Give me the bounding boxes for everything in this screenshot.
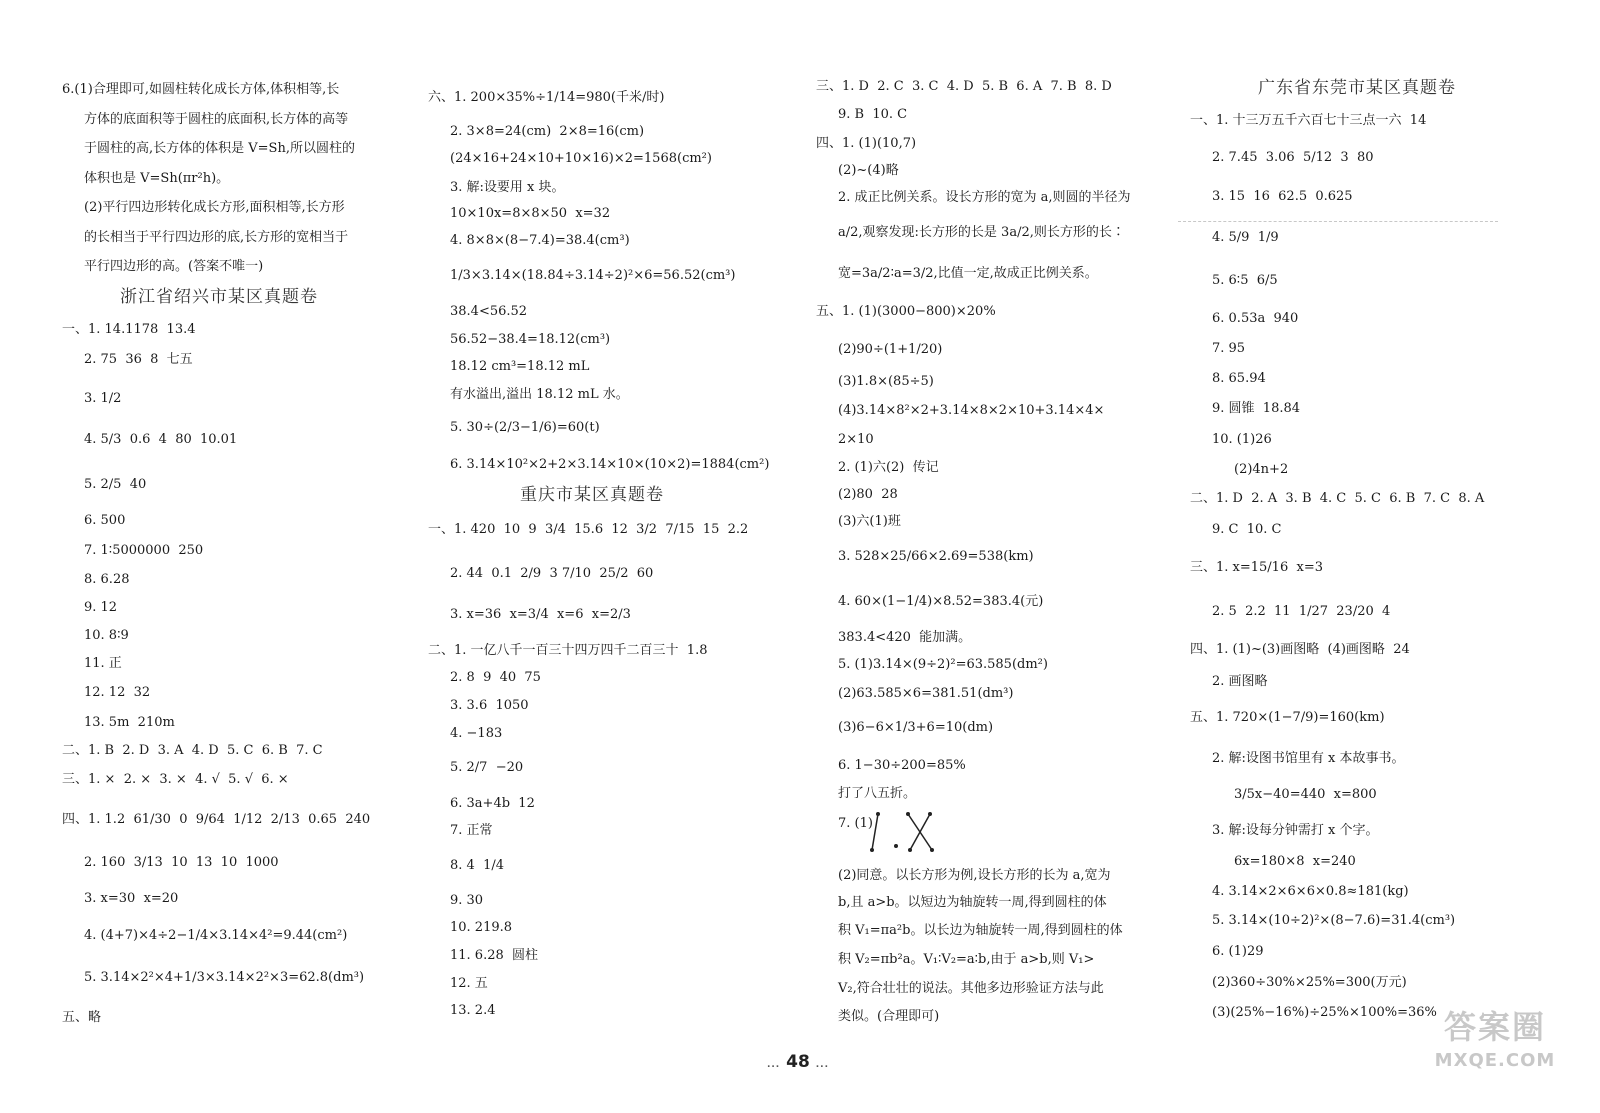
section-title: 浙江省绍兴市某区真题卷 bbox=[120, 287, 318, 307]
text-line: 7. 1∶5000000 250 bbox=[84, 543, 204, 558]
text-line: 一、1. 14.1178 13.4 bbox=[62, 322, 196, 337]
text-line: 4. 60×(1−1/4)×8.52=383.4(元) bbox=[838, 594, 1044, 609]
text-line: 三、1. × 2. × 3. × 4. √ 5. √ 6. × bbox=[62, 772, 289, 787]
text-line: 12. 12 32 bbox=[84, 685, 151, 700]
figure-point bbox=[930, 848, 934, 852]
text-line: 12. 五 bbox=[450, 976, 488, 991]
text-line: (2)4n+2 bbox=[1234, 462, 1289, 477]
page-number-text: 48 bbox=[786, 1052, 810, 1072]
text-line: 二、1. 一亿八千一百三十四万四千二百三十 1.8 bbox=[428, 643, 708, 658]
figure-point bbox=[894, 844, 898, 848]
text-line: 4. 8×8×(8−7.4)=38.4(cm³) bbox=[450, 233, 630, 248]
text-line: 二、1. B 2. D 3. A 4. D 5. C 6. B 7. C bbox=[62, 743, 323, 758]
text-line: (2)63.585×6=381.51(dm³) bbox=[838, 686, 1014, 701]
text-line: 18.12 cm³=18.12 mL bbox=[450, 359, 590, 374]
text-line: 13. 2.4 bbox=[450, 1003, 496, 1018]
text-line: (4)3.14×8²×2+3.14×8×2×10+3.14×4× bbox=[838, 403, 1105, 418]
text-line: (2)平行四边形转化成长方形,面积相等,长方形 bbox=[84, 200, 345, 215]
text-line: 二、1. D 2. A 3. B 4. C 5. C 6. B 7. C 8. A bbox=[1190, 491, 1485, 506]
text-line: (3)6−6×1/3+6=10(dm) bbox=[838, 720, 994, 735]
watermark bbox=[1410, 1005, 1580, 1105]
text-line: 四、1. (1)~(3)画图略 (4)画图略 24 bbox=[1190, 642, 1410, 657]
text-line: 打了八五折。 bbox=[838, 786, 917, 801]
text-line: 3. 1/2 bbox=[84, 391, 122, 406]
text-line: 9. B 10. C bbox=[838, 107, 908, 122]
section-divider bbox=[1178, 221, 1498, 222]
text-line: 2. 5 2.2 11 1/27 23/20 4 bbox=[1212, 604, 1391, 619]
text-line: 9. 30 bbox=[450, 893, 484, 908]
figure-line-3 bbox=[910, 814, 930, 850]
text-line: 有水溢出,溢出 18.12 mL 水。 bbox=[450, 387, 629, 402]
text-line: 6.(1)合理即可,如圆柱转化成长方体,体积相等,长 bbox=[62, 82, 340, 97]
text-line: 10. 219.8 bbox=[450, 920, 513, 935]
text-line: 6. 1−30÷200=85% bbox=[838, 758, 966, 773]
text-line: 2. 8 9 40 75 bbox=[450, 670, 541, 685]
text-line: 五、略 bbox=[62, 1010, 102, 1025]
text-line: 5. 3.14×(10÷2)²×(8−7.6)=31.4(cm³) bbox=[1212, 913, 1456, 928]
text-line: 五、1. 720×(1−7/9)=160(km) bbox=[1190, 710, 1385, 725]
text-line: (3)六(1)班 bbox=[838, 514, 901, 529]
text-line: 2. 160 3/13 10 13 10 1000 bbox=[84, 855, 279, 870]
text-line: 6. 500 bbox=[84, 513, 126, 528]
text-line: 4. (4+7)×4÷2−1/4×3.14×4²=9.44(cm²) bbox=[84, 928, 348, 943]
text-line: 9. 12 bbox=[84, 600, 118, 615]
text-line: 7. (1) bbox=[838, 816, 873, 831]
text-line: 7. 正常 bbox=[450, 823, 493, 838]
text-line: (2)360÷30%×25%=300(万元) bbox=[1212, 975, 1407, 990]
text-line: 7. 95 bbox=[1212, 341, 1246, 356]
text-line: 9. 圆锥 18.84 bbox=[1212, 401, 1301, 416]
text-line: (2)~(4)略 bbox=[838, 163, 899, 178]
text-line: a/2,观察发现:长方形的长是 3a/2,则长方形的长∶ bbox=[838, 225, 1125, 240]
figure-point bbox=[908, 848, 912, 852]
text-line: 2. 成正比例关系。设长方形的宽为 a,则圆的半径为 bbox=[838, 190, 1131, 205]
text-line: 6. 3a+4b 12 bbox=[450, 796, 535, 811]
text-line: 六、1. 200×35%÷1/14=980(千米/时) bbox=[428, 90, 665, 105]
watermark-main: 答案圈 bbox=[1443, 1008, 1546, 1046]
text-line: V₂,符合壮壮的说法。其他多边形验证方法与此 bbox=[838, 981, 1104, 996]
text-line: 2. 解:设图书馆里有 x 本故事书。 bbox=[1212, 751, 1405, 766]
text-line: 4. −183 bbox=[450, 726, 503, 741]
text-line: (24×16+24×10+10×16)×2=1568(cm²) bbox=[450, 151, 712, 166]
text-line: 3. 528×25/66×2.69=538(km) bbox=[838, 549, 1034, 564]
watermark-sub: MXQE.COM bbox=[1434, 1050, 1556, 1071]
page-number bbox=[738, 1052, 858, 1072]
text-line: (3)(25%−16%)÷25%×100%=36% bbox=[1212, 1005, 1437, 1020]
text-line: 2×10 bbox=[838, 432, 874, 447]
text-line: 5. (1)3.14×(9÷2)²=63.585(dm²) bbox=[838, 657, 1048, 672]
text-line: 13. 5m 210m bbox=[84, 715, 175, 730]
text-line: 6. (1)29 bbox=[1212, 944, 1264, 959]
text-line: 5. 30÷(2/3−1/6)=60(t) bbox=[450, 420, 600, 435]
line-figure bbox=[860, 808, 950, 856]
text-line: 3. 解:设每分钟需打 x 个字。 bbox=[1212, 823, 1379, 838]
text-line: 3/5x−40=440 x=800 bbox=[1234, 787, 1377, 802]
figure-point bbox=[906, 812, 910, 816]
text-line: 10. (1)26 bbox=[1212, 432, 1272, 447]
text-line: 4. 5/9 1/9 bbox=[1212, 230, 1279, 245]
answer-column-4 bbox=[1190, 0, 1490, 1113]
text-line: 4. 3.14×2×6×6×0.8≈181(kg) bbox=[1212, 884, 1409, 899]
text-line: 一、1. 十三万五千六百七十三点一六 14 bbox=[1190, 113, 1427, 128]
text-line: 四、1. 1.2 61/30 0 9/64 1/12 2/13 0.65 240 bbox=[62, 812, 371, 827]
figure-point bbox=[928, 812, 932, 816]
text-line: 3. 15 16 62.5 0.625 bbox=[1212, 189, 1353, 204]
text-line: 5. 6∶5 6/5 bbox=[1212, 273, 1278, 288]
text-line: 11. 正 bbox=[84, 656, 122, 671]
text-line: 6. 3.14×10²×2+2×3.14×10×(10×2)=1884(cm²) bbox=[450, 457, 770, 472]
figure-point bbox=[870, 848, 874, 852]
text-line: b,且 a>b。以短边为轴旋转一周,得到圆柱的体 bbox=[838, 895, 1107, 910]
text-line: 3. x=30 x=20 bbox=[84, 891, 179, 906]
figure-point bbox=[876, 812, 880, 816]
text-line: 10. 8∶9 bbox=[84, 628, 129, 643]
text-line: 38.4<56.52 bbox=[450, 304, 528, 319]
text-line: 体积也是 V=Sh(πr²h)。 bbox=[84, 171, 230, 186]
text-line: 积 V₁=πa²b。以长边为轴旋转一周,得到圆柱的体 bbox=[838, 923, 1123, 938]
text-line: 1/3×3.14×(18.84÷3.14÷2)²×6=56.52(cm³) bbox=[450, 268, 736, 283]
text-line: 方体的底面积等于圆柱的底面积,长方体的高等 bbox=[84, 112, 349, 127]
text-line: 2. 44 0.1 2/9 3 7/10 25/2 60 bbox=[450, 566, 654, 581]
answer-column-1 bbox=[62, 0, 402, 1113]
text-line: 2. 画图略 bbox=[1212, 674, 1268, 689]
answer-column-3 bbox=[816, 0, 1171, 1113]
text-line: 10×10x=8×8×50 x=32 bbox=[450, 206, 611, 221]
text-line: 五、1. (1)(3000−800)×20% bbox=[816, 304, 996, 319]
text-line: 3. 3.6 1050 bbox=[450, 698, 529, 713]
text-line: 5. 2/7 −20 bbox=[450, 760, 524, 775]
text-line: 8. 4 1/4 bbox=[450, 858, 504, 873]
figure-line-1 bbox=[872, 814, 878, 850]
text-line: 56.52−38.4=18.12(cm³) bbox=[450, 332, 611, 347]
text-line: 6x=180×8 x=240 bbox=[1234, 854, 1356, 869]
text-line: 平行四边形的高。(答案不唯一) bbox=[84, 259, 264, 274]
text-line: (2)同意。以长方形为例,设长方形的长为 a,宽为 bbox=[838, 868, 1111, 883]
text-line: 宽=3a/2∶a=3/2,比值一定,故成正比例关系。 bbox=[838, 266, 1098, 281]
text-line: 三、1. x=15/16 x=3 bbox=[1190, 560, 1323, 575]
text-line: 5. 3.14×2²×4+1/3×3.14×2²×3=62.8(dm³) bbox=[84, 970, 365, 985]
text-line: (2)80 28 bbox=[838, 487, 898, 502]
text-line: 11. 6.28 圆柱 bbox=[450, 948, 539, 963]
text-line: 一、1. 420 10 9 3/4 15.6 12 3/2 7/15 15 2.2 bbox=[428, 522, 749, 537]
text-line: 8. 6.28 bbox=[84, 572, 130, 587]
text-line: 5. 2/5 40 bbox=[84, 477, 147, 492]
text-line: 6. 0.53a 940 bbox=[1212, 311, 1299, 326]
page-ornament-left: ... bbox=[766, 1060, 781, 1070]
text-line: 类似。(合理即可) bbox=[838, 1009, 940, 1024]
text-line: 四、1. (1)(10,7) bbox=[816, 136, 917, 151]
text-line: 积 V₂=πb²a。V₁∶V₂=a∶b,由于 a>b,则 V₁> bbox=[838, 952, 1095, 967]
answer-column-2 bbox=[428, 0, 783, 1113]
text-line: 2. (1)六(2) 传记 bbox=[838, 460, 939, 475]
text-line: 4. 5/3 0.6 4 80 10.01 bbox=[84, 432, 238, 447]
text-line: (2)90÷(1+1/20) bbox=[838, 342, 943, 357]
text-line: 于圆柱的高,长方体的体积是 V=Sh,所以圆柱的 bbox=[84, 141, 355, 156]
text-line: 三、1. D 2. C 3. C 4. D 5. B 6. A 7. B 8. D bbox=[816, 79, 1112, 94]
text-line: 2. 3×8=24(cm) 2×8=16(cm) bbox=[450, 124, 645, 139]
text-line: 的长相当于平行四边形的底,长方形的宽相当于 bbox=[84, 230, 349, 245]
text-line: 9. C 10. C bbox=[1212, 522, 1282, 537]
text-line: (3)1.8×(85÷5) bbox=[838, 374, 934, 389]
text-line: 383.4<420 能加满。 bbox=[838, 630, 972, 645]
page-ornament-right: ... bbox=[815, 1060, 830, 1070]
text-line: 3. x=36 x=3/4 x=6 x=2/3 bbox=[450, 607, 631, 622]
text-line: 2. 7.45 3.06 5/12 3 80 bbox=[1212, 150, 1374, 165]
text-line: 2. 75 36 8 七五 bbox=[84, 352, 193, 367]
text-line: 3. 解:设要用 x 块。 bbox=[450, 180, 565, 195]
section-title: 广东省东莞市某区真题卷 bbox=[1258, 78, 1456, 98]
section-title: 重庆市某区真题卷 bbox=[520, 485, 664, 505]
text-line: 8. 65.94 bbox=[1212, 371, 1266, 386]
